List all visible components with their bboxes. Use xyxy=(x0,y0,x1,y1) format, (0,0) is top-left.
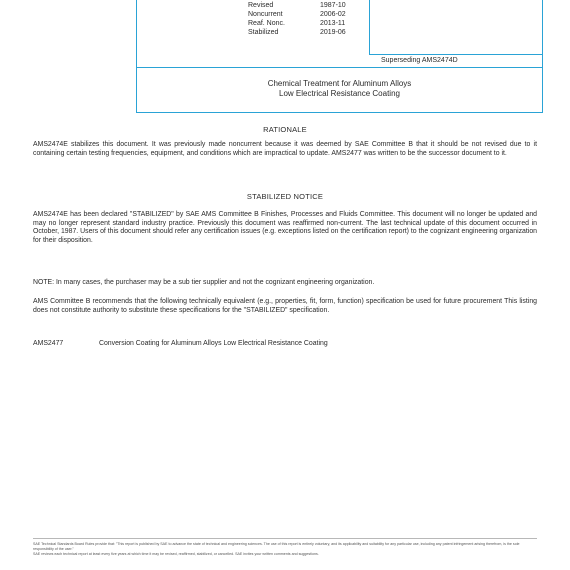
header-divider-vertical xyxy=(369,0,370,54)
revision-label: Stabilized xyxy=(248,29,279,36)
revision-label: Revised xyxy=(248,2,274,9)
document-title-box xyxy=(136,68,543,113)
stabilized-notice-recommendation: AMS Committee B recommends that the following technically equivalent (e.g., properties, fit, form, function) specification be used for future procurement This listing does not constitute authority to substitute these specifications for the "STABILIZED" specification. xyxy=(33,298,537,314)
footer-legal-line1: SAE Technical Standards Board Rules provide that: "This report is published by SAE to advance the state of technical and engineering sciences. The use of this report is entirely voluntary, and its applicability and suitability for any particular use, including any patent infringement arising therefrom, is the sole responsibility of the user." xyxy=(33,542,520,551)
superseding-label: Superseding AMS2474D xyxy=(381,57,458,64)
rationale-heading: RATIONALE xyxy=(263,125,307,134)
footer-legal-line2: SAE reviews each technical report at least every five years at which time it may be revised, reaffirmed, stabilized, or cancelled. SAE invites your written comments and suggestions. xyxy=(33,552,319,556)
revision-label: Noncurrent xyxy=(248,11,283,18)
stabilized-notice-note: NOTE: In many cases, the purchaser may be a sub tier supplier and not the cognizant engineering organization. xyxy=(33,279,375,286)
replacement-spec xyxy=(33,340,328,347)
stabilized-notice-paragraph: AMS2474E has been declared "STABILIZED" by SAE AMS Committee B Finishes, Processes and Fluids Committee. This document will no longer be updated and may no longer represent standard industry practice. Previously this document was reaffirmed non-current. The last technical update of this document occurred in October, 1987. Users of this document should refer any certification issues (e.g. exceptions listed on the certification report) to the cognizant engineering organization for their disposition. xyxy=(33,211,537,244)
revision-history xyxy=(248,1,360,37)
header-divider-horizontal xyxy=(369,54,543,55)
footer-legal xyxy=(33,542,537,557)
revision-date: 2019-06 xyxy=(320,29,346,36)
revision-label: Reaf. Nonc. xyxy=(248,20,285,27)
revision-date: 2006-02 xyxy=(320,11,346,18)
footer-divider xyxy=(33,538,537,539)
rationale-text: AMS2474E stabilizes this document. It was previously made noncurrent because it was deemed by SAE Committee B that it should be not revised due to it containing certain testing frequencies, equipment, and conditions which are impractical to update. AMS2477 was written to be the successor document to it. xyxy=(33,141,537,157)
document-title-line2: Low Electrical Resistance Coating xyxy=(279,89,400,98)
document-title-line1: Chemical Treatment for Aluminum Alloys xyxy=(267,79,412,88)
revision-date: 1987-10 xyxy=(320,2,346,9)
replacement-spec-title: Conversion Coating for Aluminum Alloys Low Electrical Resistance Coating xyxy=(99,340,328,347)
stabilized-notice-heading: STABILIZED NOTICE xyxy=(246,192,324,201)
revision-row xyxy=(248,10,360,19)
revision-date: 2013-11 xyxy=(320,20,346,27)
revision-row xyxy=(248,1,360,10)
replacement-spec-code: AMS2477 xyxy=(33,340,64,347)
revision-row xyxy=(248,19,360,28)
revision-row xyxy=(248,28,360,37)
